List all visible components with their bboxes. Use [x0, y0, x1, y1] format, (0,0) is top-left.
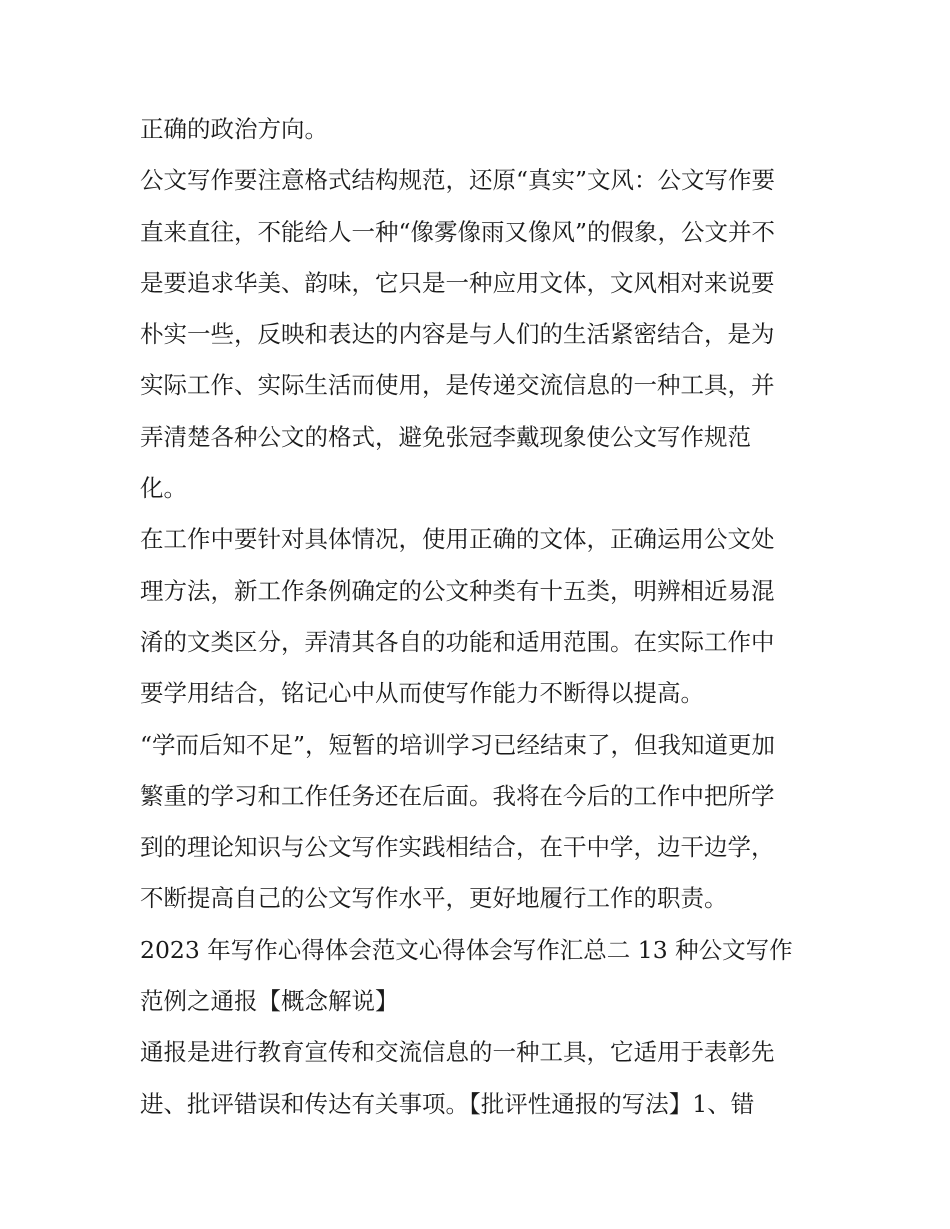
text-line: 朴实一些，反映和表达的内容是与人们的生活紧密结合，是为 [140, 320, 775, 349]
text-line: 化。 [140, 474, 187, 503]
text-line: 通报是进行教育宣传和交流信息的一种工具，它适用于表彰先 [140, 1038, 775, 1067]
text-line: 直来直往，不能给人一种“像雾像雨又像风”的假象，公文并不 [140, 217, 776, 246]
text-line: 到的理论知识与公文写作实践相结合，在干中学，边干边学， [140, 833, 775, 862]
text-line: 淆的文类区分，弄清其各自的功能和适用范围。在实际工作中 [140, 627, 775, 656]
section-heading-line: 2023 年写作心得体会范文心得体会写作汇总二 13 种公文写作 [140, 935, 793, 964]
text-line: 是要追求华美、韵味，它只是一种应用文体，文风相对来说要 [140, 268, 775, 297]
text-line: 实际工作、实际生活而使用，是传递交流信息的一种工具，并 [140, 371, 775, 400]
text-line: 在工作中要针对具体情况，使用正确的文体，正确运用公文处 [140, 525, 775, 554]
text-line: 进、批评错误和传达有关事项。【批评性通报的写法】1、错 [140, 1089, 755, 1118]
text-line: 不断提高自己的公文写作水平，更好地履行工作的职责。 [140, 884, 728, 913]
section-heading-line: 范例之通报【概念解说】 [140, 987, 399, 1016]
text-line: 理方法，新工作条例确定的公文种类有十五类，明辨相近易混 [140, 576, 775, 605]
text-line: 要学用结合，铭记心中从而使写作能力不断得以提高。 [140, 679, 704, 708]
text-line: 弄清楚各种公文的格式，避免张冠李戴现象使公文写作规范 [140, 422, 751, 451]
text-line: 正确的政治方向。 [140, 115, 328, 143]
text-line: 公文写作要注意格式结构规范，还原“真实”文风：公文写作要 [140, 166, 776, 195]
text-line: 繁重的学习和工作任务还在后面。我将在今后的工作中把所学 [140, 781, 775, 810]
text-line: “学而后知不足”，短暂的培训学习已经结束了，但我知道更加 [140, 730, 776, 759]
document-body [140, 104, 815, 1130]
